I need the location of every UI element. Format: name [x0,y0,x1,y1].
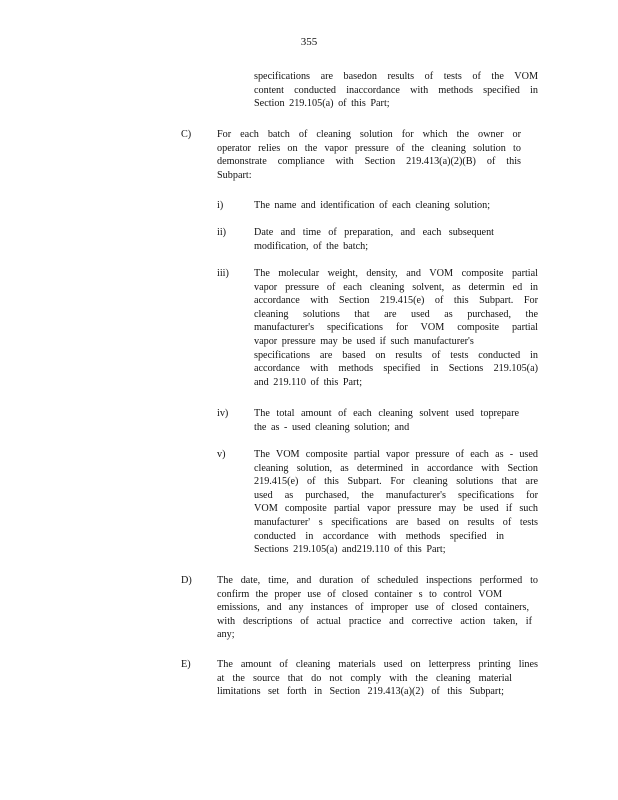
text-line: Date and time of preparation, and each subsequent [254,227,494,238]
text-line: operator relies on the vapor pressure of the cleaning solution to [217,142,521,154]
text-line: cleaning solution, as determined in accordance with Section [254,462,538,474]
text-line: limitations set forth in Section 219.413(a)(2) of this Subpart; [217,686,504,698]
text-line: Sections 219.105(a) and219.110 of this Part; [254,544,446,556]
item-marker-c: C) [181,129,192,140]
text-line: the as - used cleaning solution; and [254,421,410,433]
text-line: For each batch of cleaning solution for which the owner or [217,129,521,140]
text-line: The name and identification of each cleaning solution; [254,200,491,211]
text-line: manufacturer' s specifications are based on results of tests [254,516,538,528]
subitem-ii-paragraph [254,226,494,253]
item-c-paragraph [217,128,521,182]
text-line: specifications are basedon results of tests of the VOM [254,71,538,82]
text-line: conducted in accordance with methods specified in [254,530,504,542]
text-line: The date, time, and duration of scheduled inspections performed to [217,575,538,586]
item-e-paragraph [217,658,538,699]
text-line: manufacturer's specifications for VOM composite partial [254,322,538,334]
text-line: The total amount of each cleaning solvent used toprepare [254,408,519,419]
text-line: with descriptions of actual practice and corrective action taken, if [217,615,532,627]
subitem-i-paragraph [254,199,538,213]
text-line: Section 219.105(a) of this Part; [254,98,390,110]
subitem-marker-iii: iii) [217,268,229,279]
text-line: VOM composite partial vapor pressure may be used if such [254,503,538,515]
text-line: used as purchased, the manufacturer's specifications for [254,489,538,501]
item-d-paragraph [217,574,538,642]
text-line: accordance with methods specified in Sections 219.105(a) [254,363,538,375]
page-number: 355 [300,36,318,48]
text-line: at the source that do not comply with the cleaning material [217,672,512,684]
subitem-v-paragraph [254,448,538,557]
subitem-iv-paragraph [254,407,519,434]
text-line: The molecular weight, density, and VOM composite partial [254,268,538,279]
text-line: Subpart: [217,169,252,181]
subitem-marker-iv: iv) [217,408,229,419]
text-line: The amount of cleaning materials used on letterpress printing lines [217,659,538,670]
text-line: accordance with Section 219.415(e) of this Subpart. For [254,295,538,307]
text-line: and 219.110 of this Part; [254,376,363,388]
item-marker-d: D) [181,575,192,586]
subitem-marker-i: i) [217,200,224,211]
text-line: vapor pressure may be used if such manufacturer's [254,335,474,347]
text-line: vapor pressure of each cleaning solvent, as determin ed in [254,281,538,293]
subitem-iii-paragraph [254,267,538,389]
text-line: content conducted inaccordance with methods specified in [254,84,538,96]
subitem-marker-ii: ii) [217,227,227,238]
text-line: cleaning solutions that are used as purchased, the [254,308,538,320]
text-line: emissions, and any instances of improper use of closed containers, [217,602,529,614]
text-line: The VOM composite partial vapor pressure of each as - used [254,449,538,460]
subitem-marker-v: v) [217,449,226,460]
continuation-paragraph [254,70,538,111]
text-line: confirm the proper use of closed container s to control VOM [217,588,502,600]
text-line: demonstrate compliance with Section 219.413(a)(2)(B) of this [217,156,521,168]
item-marker-e: E) [181,659,191,670]
text-line: any; [217,629,235,641]
text-line: modification, of the batch; [254,240,369,252]
text-line: specifications are based on results of tests conducted in [254,349,538,361]
text-line: 219.415(e) of this Subpart. For cleaning solutions that are [254,476,538,488]
